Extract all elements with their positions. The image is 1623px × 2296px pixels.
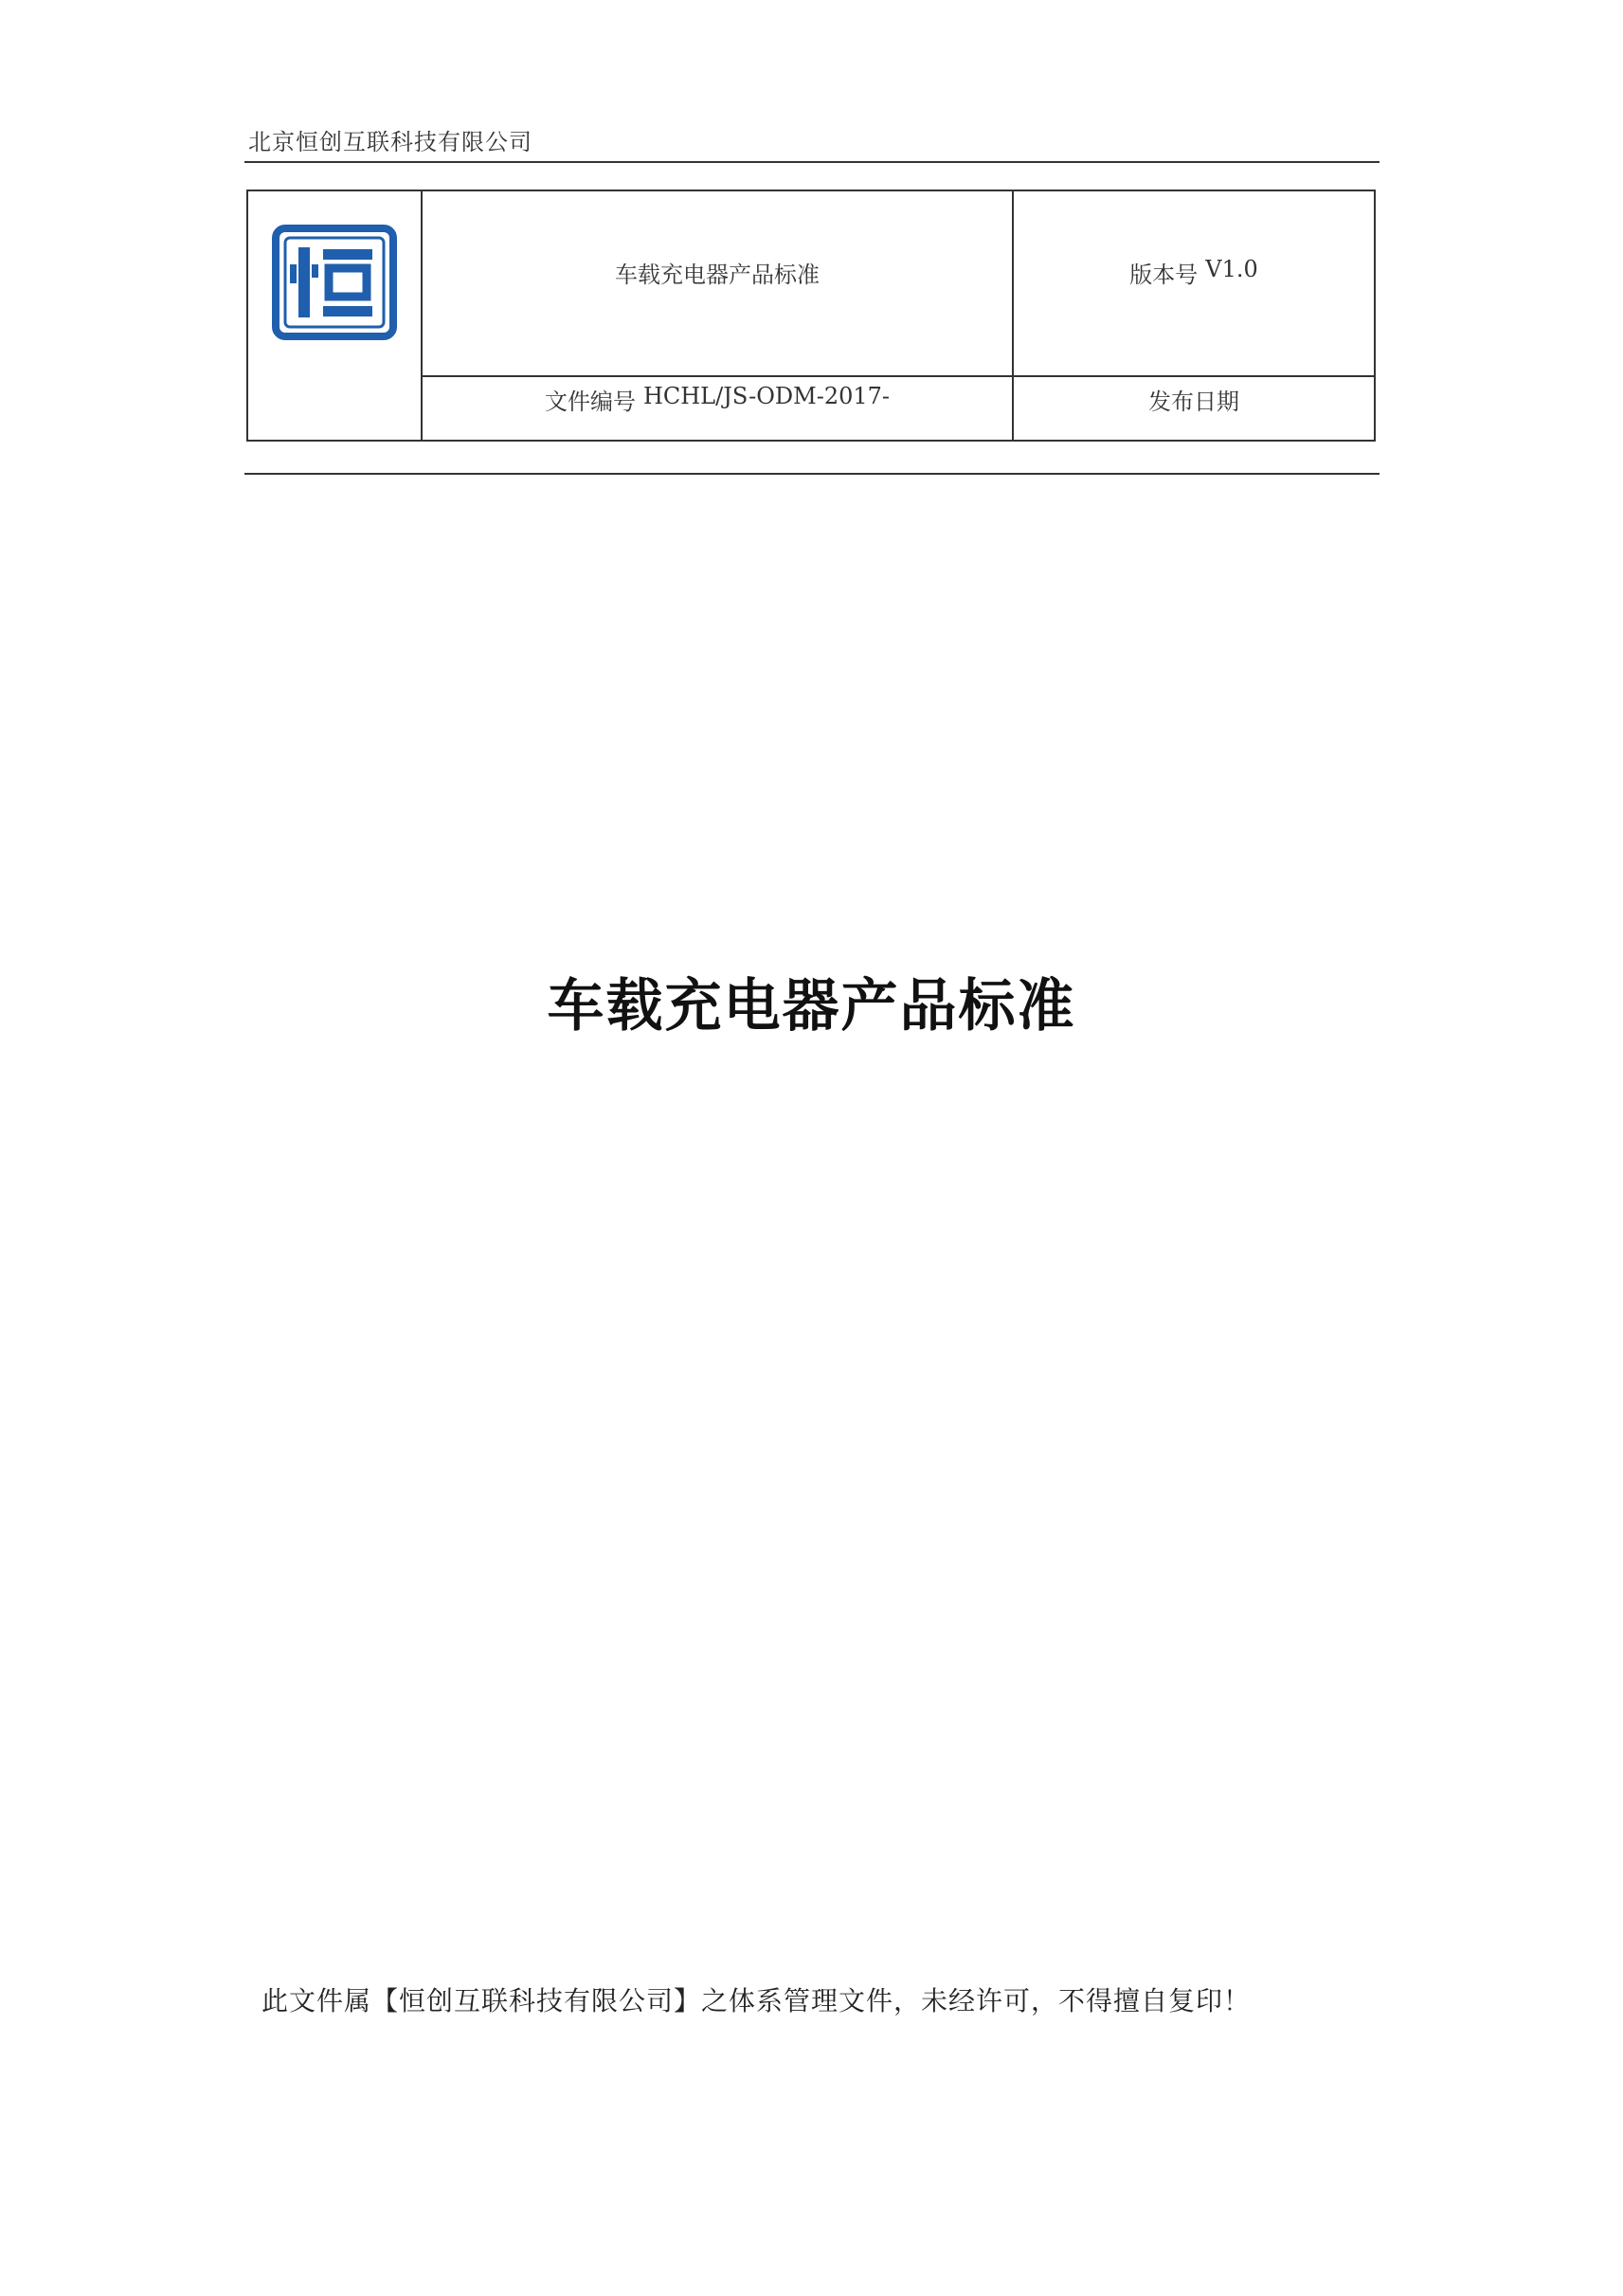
release-date-cell <box>1014 377 1374 440</box>
header-divider <box>244 161 1380 163</box>
doc-number-label: 文件编号 <box>544 389 636 415</box>
doc-title-cell <box>423 191 1014 377</box>
page-title: 车载充电器产品标准 <box>547 973 1076 1040</box>
version-cell <box>1014 191 1374 377</box>
doc-number-cell <box>423 377 1014 440</box>
release-date-label: 发布日期 <box>1148 389 1239 415</box>
doc-title: 车载充电器产品标准 <box>615 262 820 288</box>
logo-cell <box>248 191 423 440</box>
version-value: V1.0 <box>1205 256 1258 282</box>
document-control-table <box>246 190 1376 442</box>
confidentiality-notice: 此文件属【恒创互联科技有限公司】之体系管理文件，未经许可，不得擅自复印！ <box>261 1985 1252 2016</box>
doc-number-value: HCHL/JS-ODM-2017- <box>642 383 891 409</box>
table-bottom-divider <box>244 473 1380 475</box>
heng-logo-icon <box>272 225 397 340</box>
company-header: 北京恒创互联科技有限公司 <box>248 129 532 155</box>
version-label: 版本号 <box>1129 262 1199 288</box>
